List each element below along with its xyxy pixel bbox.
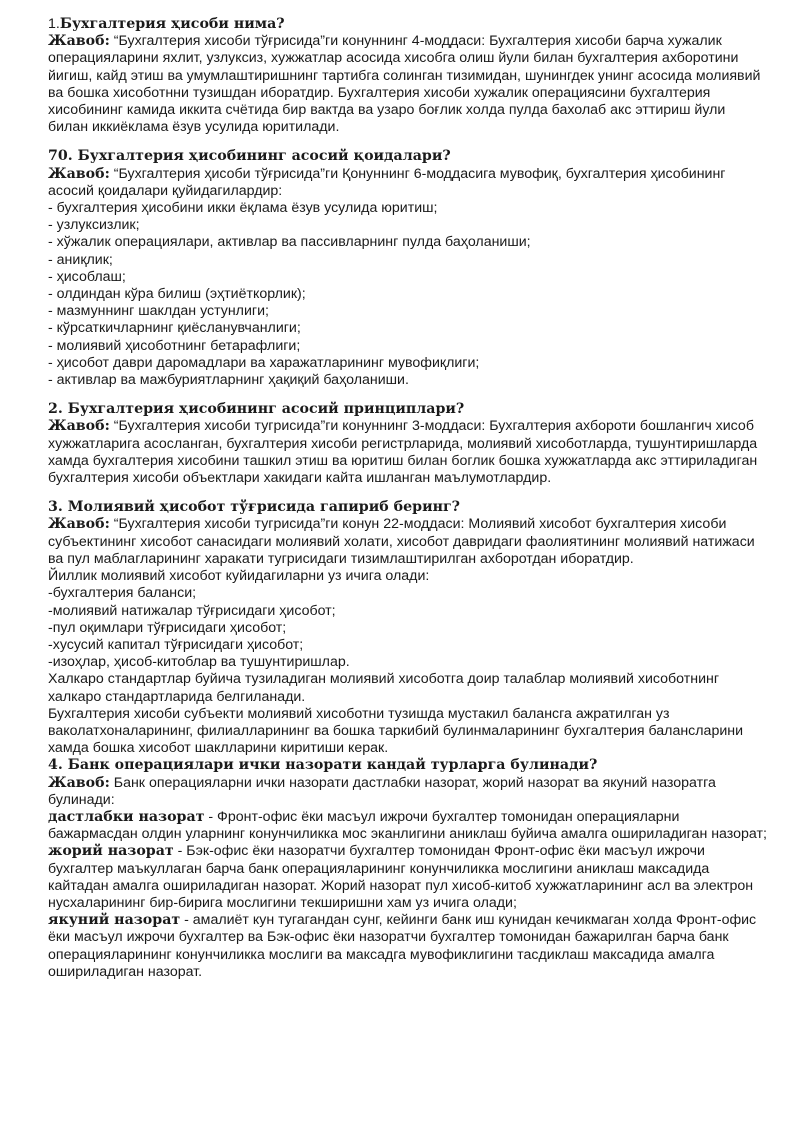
- list-item: - кўрсаткичларнинг қиёсланувчанлиги;: [48, 320, 301, 337]
- question-1-number: 1.: [48, 16, 60, 32]
- list-item: -хусусий капитал тўғрисидаги ҳисобот;: [48, 636, 304, 653]
- answer-label: Жавоб:: [48, 33, 110, 50]
- list-item: - ҳисобот даври даромадлари ва харажатларининг мувофиқлиги;: [48, 354, 480, 371]
- question-3-title: 3. Молиявий ҳисобот тўғрисида гапириб беринг?: [48, 499, 460, 516]
- control-type-text: - Бэк-офис ёки назоратчи бухгалтер томонидан Фронт-офис ёки масъул ижрочи бухгалтер маъкуллаган барча банк операцияларининг конунчиликка мослигини аниклаш максадида кайтадан амалга ошириладиган назорат. Жорий назорат пул хисоб-китоб хужжатларининг асл ва электрон нусхаларининг бир-бирига мослигини текширишни хам уз ичига олади;: [48, 843, 754, 911]
- question-1-title-text: Бухгалтерия ҳисоби нима?: [59, 16, 285, 32]
- question-4-answer: [48, 775, 768, 809]
- answer-text: “Бухгалтерия ҳисоби тўғрисида”ги Қонуннинг 6-моддасига мувофиқ, бухгалтерия ҳисобининг асосий қоидалари қуйидагилардир:: [48, 165, 726, 199]
- question-4-title: 4. Банк операциялари ички назорати кандай турларга булинади?: [48, 757, 598, 774]
- answer-label: Жавоб:: [48, 418, 110, 435]
- question-70-title: 70. Бухгалтерия ҳисобининг асосий қоидалари?: [48, 148, 451, 165]
- list-item: - хўжалик операциялари, активлар ва пассивларнинг пулда баҳоланиши;: [48, 234, 531, 251]
- list-item: - бухгалтерия ҳисобини икки ёқлама ёзув усулида юритиш;: [48, 200, 438, 217]
- control-type-label: якуний назорат: [48, 912, 181, 929]
- question-2: [48, 401, 768, 487]
- control-type-label: дастлабки назорат: [48, 808, 205, 825]
- list-item: - узлуксизлик;: [48, 217, 140, 234]
- answer-label: Жавоб:: [48, 774, 110, 791]
- list-item: -изоҳлар, ҳисоб-китоблар ва тушунтиришлар.: [48, 654, 350, 671]
- annual-report-intro: Йиллик молиявий хисобот куйидагиларни уз ичига олади:: [48, 568, 430, 585]
- answer-text: “Бухгалтерия хисоби тугрисида”ги конуннинг 3-моддаси: Бухгалтерия ахбороти бошлангич хисоб хужжатларига асосланган, бухгалтерия хисоби регистрларида, молиявий хисоботларда, тушунтиришларда хамда бухгалтерия хисобини ташкил этиш ва юритиш билан боглик бошка хужжатларда акс эттириладиган бухгалтерия хисоби объектлари хакидаги кайта ишланган маълумотлардир.: [48, 418, 758, 487]
- document-page: [48, 16, 768, 981]
- question-4: [48, 757, 768, 981]
- control-type-text: - амалиёт кун тугагандан сунг, кейинги банк иш кунидан кечикмаган холда Фронт-офис ёки масъул ижрочи бухгалтер ва Бэк-офис ёки назоратчи бухгалтер томонидан бажарилган барча банк операцияларининг конунчиликка мослиги ва максадга мувофиклигини тасдиклаш максадида амалга ошириладиган назорат.: [48, 912, 757, 980]
- list-item: - ҳисоблаш;: [48, 268, 126, 285]
- list-item: - активлар ва мажбуриятларнинг ҳақиқий баҳоланиши.: [48, 372, 409, 389]
- list-item: - мазмуннинг шаклдан устунлиги;: [48, 303, 269, 320]
- control-type-text: - Фронт-офис ёки масъул ижрочи бухгалтер томонидан операцияларни бажармасдан олдин уларнинг конунчиликка мос эканлигини аниклаш буйича амалга ошириладиган назорат;: [48, 808, 767, 843]
- answer-text: “Бухгалтерия хисоби тугрисида”ги конун 22-моддаси: Молиявий хисобот бухгалтерия хисоби субъектининг хисобот санасидаги молиявий холати, хисобот давридаги фаолиятининг молиявий натижаси ва пул маблагларининг харакати тугрисидаги тизимлаштирилган ахборотдан иборатдир.: [48, 516, 755, 567]
- control-type-label: жорий назорат: [48, 843, 174, 860]
- list-item: -пул оқимлари тўғрисидаги ҳисобот;: [48, 619, 287, 636]
- control-type-current: [48, 843, 768, 912]
- answer-text: Банк операцияларни ички назорати дастлабки назорат, жорий назорат ва якуний назоратга булинади:: [48, 774, 716, 808]
- answer-label: Жавоб:: [48, 165, 110, 182]
- question-70: [48, 148, 768, 389]
- question-1: [48, 16, 768, 136]
- paragraph: Халкаро стандартлар буйича тузиладиган молиявий хисоботга доир талаблар молиявий хисоботнинг халкаро стандартларида белгиланади.: [48, 671, 720, 705]
- question-3-answer: [48, 516, 768, 568]
- list-item: -бухгалтерия баланси;: [48, 585, 197, 602]
- answer-label: Жавоб:: [48, 516, 110, 533]
- list-item: - олдиндан кўра билиш (эҳтиёткорлик);: [48, 286, 306, 303]
- question-2-answer: [48, 418, 768, 487]
- question-1-title: [48, 16, 768, 33]
- question-1-answer: [48, 33, 768, 136]
- list-item: - молиявий ҳисоботнинг бетарафлиги;: [48, 337, 301, 354]
- question-70-answer: [48, 166, 768, 200]
- control-type-final: [48, 912, 768, 981]
- answer-text: “Бухгалтерия хисоби тўғрисида”ги конуннинг 4-моддаси: Бухгалтерия хисоби барча хужалик операцияларини яхлит, узлуксиз, хужжатлар асосида хисобга олиш йули билан бухгалтерия ахборотини йигиш, кайд этиш ва умумлаштиришнинг тартибга солинган тизимидан, шунингдек унинг асосида молиявий ва бошка хисоботнни тузишдан иборатдир. Бухгалтерия хисоби хужалик операциясини бухгалтерия хисобининг камида иккита счётида бир вактда ва узаро боғлик холда пулда бахолаб акс эттириш йули билан иккиёклама ёзув усулида юритилади.: [48, 33, 761, 136]
- list-item: - аниқлик;: [48, 251, 113, 268]
- question-2-title: 2. Бухгалтерия ҳисобининг асосий принциплари?: [48, 401, 465, 418]
- question-3: [48, 499, 768, 757]
- paragraph: Бухгалтерия хисоби субъекти молиявий хисоботни тузишда мустакил балансга ажратилган уз ваколатхоналарининг, филиалларининг ва бошка таркибий булинмаларининг бухгалтерия балансларини хамда бошка хисобот шаклларини киритиши керак.: [48, 705, 744, 757]
- list-item: -молиявий натижалар тўғрисидаги ҳисобот;: [48, 602, 336, 619]
- control-type-preliminary: [48, 809, 768, 843]
